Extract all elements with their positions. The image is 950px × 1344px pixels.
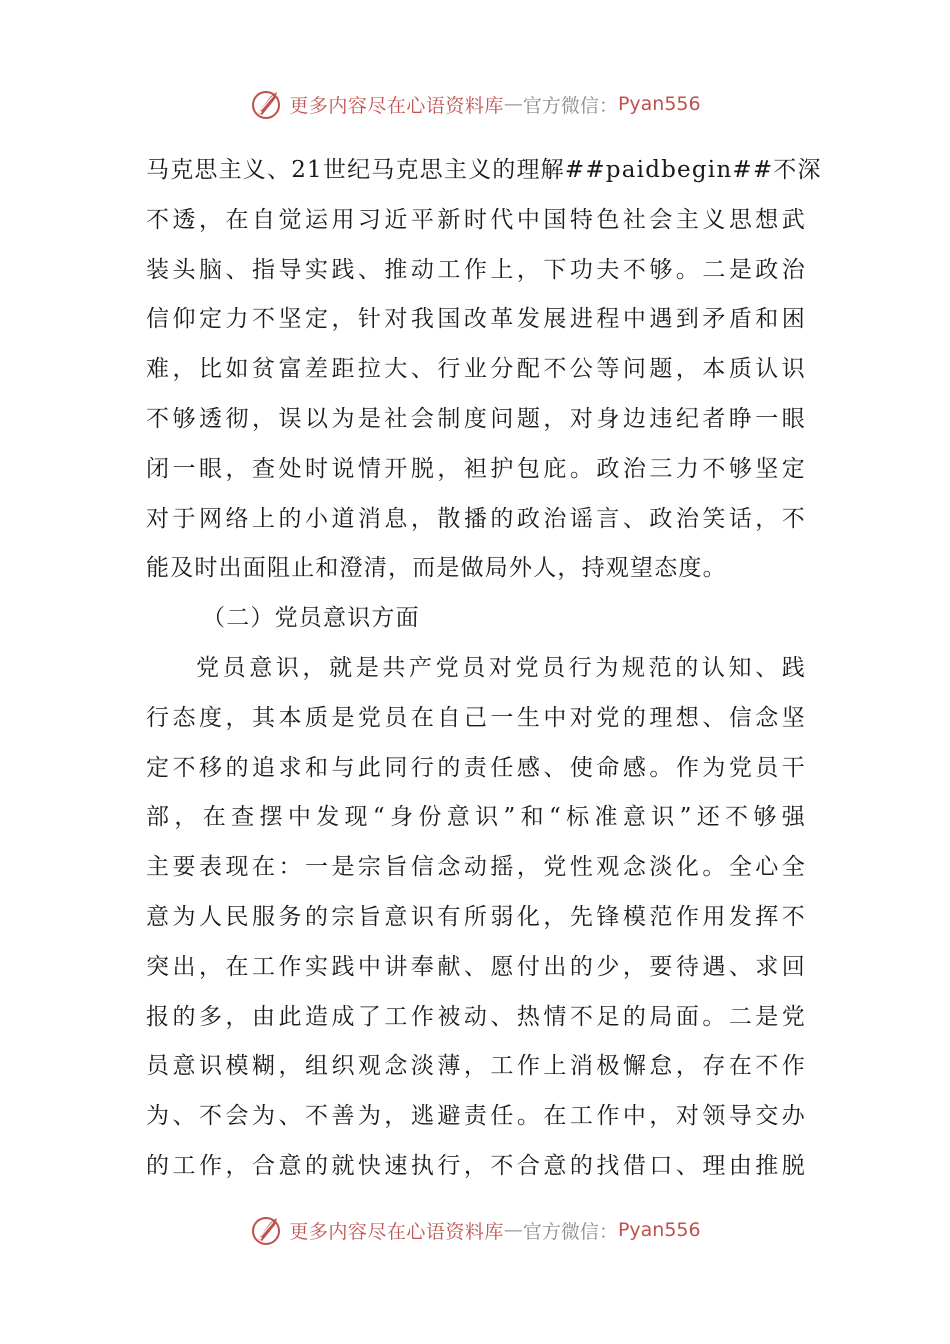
body-line: 难，比如贫富差距拉大、行业分配不公等问题，本质认识 <box>146 356 806 383</box>
body-line: 闭一眼，查处时说情开脱，袒护包庇。政治三力不够坚定 <box>146 455 806 482</box>
body-line: 马克思主义、21世纪马克思主义的理解##paidbegin##不深 <box>146 157 822 183</box>
body-line: 党员意识，就是共产党员对党员行为规范的认知、践 <box>196 654 806 681</box>
header-wechat-id: Pyan556 <box>617 93 701 115</box>
footer-wechat-id: Pyan556 <box>617 1219 701 1241</box>
footer-banner <box>0 1210 950 1250</box>
body-line: 不够透彻，误以为是社会制度问题，对身边违纪者睁一眼 <box>146 405 806 432</box>
body-line: 不透，在自觉运用习近平新时代中国特色社会主义思想武 <box>146 206 806 233</box>
body-line: 突出，在工作实践中讲奉献、愿付出的少，要待遇、求回 <box>146 953 806 980</box>
header-wechat-label: 官方微信： <box>522 94 618 117</box>
pen-nib-logo-icon <box>249 1212 285 1248</box>
body-line: 信仰定力不坚定，针对我国改革发展进程中遇到矛盾和困 <box>146 306 806 333</box>
body-line: 装头脑、指导实践、推动工作上，下功夫不够。二是政治 <box>146 256 806 283</box>
footer-wechat-label: 官方微信： <box>522 1220 618 1243</box>
body-line: 对于网络上的小道消息，散播的政治谣言、政治笑话，不 <box>146 505 806 532</box>
body-line: 的工作，合意的就快速执行，不合意的找借口、理由推脱 <box>146 1152 806 1179</box>
document-body <box>146 146 822 1192</box>
header-site-name: 更多内容尽在心语资料库 <box>289 94 504 117</box>
body-line: 部，在查摆中发现“身份意识”和“标准意识”还不够强 <box>146 804 806 831</box>
body-line: 定不移的追求和与此同行的责任感、使命感。作为党员干 <box>146 754 806 781</box>
header-dash: — <box>503 93 523 115</box>
body-line: 行态度，其本质是党员在自己一生中对党的理想、信念坚 <box>146 704 806 731</box>
section-heading: （二）党员意识方面 <box>202 605 420 632</box>
pen-nib-logo-icon <box>249 86 285 122</box>
body-line: 意为人民服务的宗旨意识有所弱化，先锋模范作用发挥不 <box>146 903 806 930</box>
body-line: 报的多，由此造成了工作被动、热情不足的局面。二是党 <box>146 1003 806 1030</box>
body-line: 为、不会为、不善为，逃避责任。在工作中，对领导交办 <box>146 1103 806 1130</box>
body-line: 能及时出面阻止和澄清，而是做局外人，持观望态度。 <box>146 555 727 582</box>
header-banner <box>0 84 950 124</box>
body-line: 员意识模糊，组织观念淡薄，工作上消极懈怠，存在不作 <box>146 1053 806 1080</box>
footer-dash: — <box>503 1219 523 1241</box>
body-line: 主要表现在：一是宗旨信念动摇，党性观念淡化。全心全 <box>146 854 806 881</box>
footer-site-name: 更多内容尽在心语资料库 <box>289 1220 504 1243</box>
